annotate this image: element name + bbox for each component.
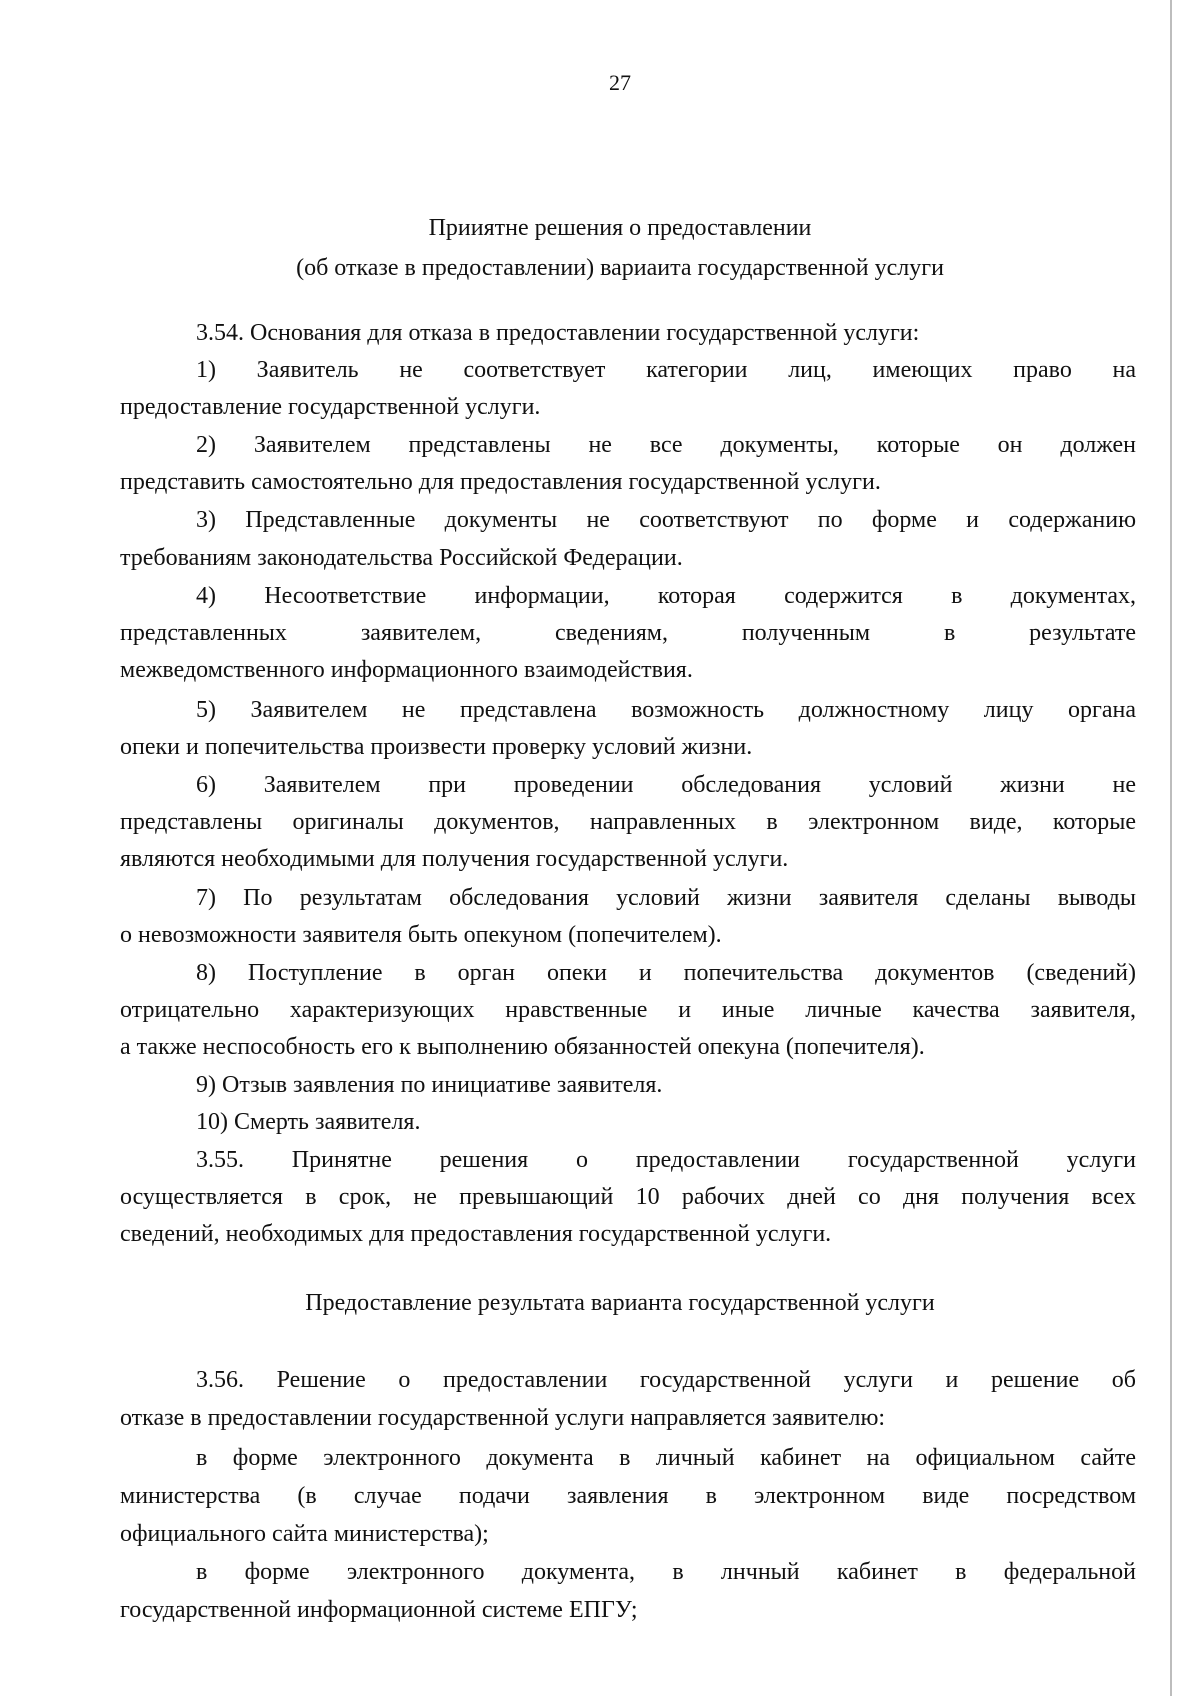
list-item-5-line: 5) Заявителем не представлена возможность должностному лицу органа <box>196 697 1136 723</box>
list-item-4-line: межведомственного информационного взаимодействия. <box>120 657 693 683</box>
list-item-6-line: 6) Заявителем при проведении обследования условий жизни не <box>196 772 1136 798</box>
delivery-option-2-line: в форме электронного документа, в лнчный кабинет в федеральной <box>196 1559 1136 1585</box>
section-title-line-2: (об отказе в предоставлении) вариаита государственной услуги <box>296 255 944 281</box>
list-item-1-line: предоставление государственной услуги. <box>120 394 541 420</box>
delivery-option-1-line: в форме электронного документа в личный кабинет на официальном сайте <box>196 1445 1136 1471</box>
list-item-4-line: 4) Несоответствие информации, которая содержится в документах, <box>196 583 1136 609</box>
list-item-2-line: 2) Заявителем представлены не все документы, которые он должен <box>196 432 1136 458</box>
paragraph-3-55-line: сведений, необходимых для предоставления государственной услуги. <box>120 1221 832 1247</box>
list-item-10-line: 10) Смерть заявителя. <box>196 1109 421 1135</box>
section-title-line-1: Прииятне решения о предоставлении <box>428 215 812 241</box>
list-item-9-line: 9) Отзыв заявления по инициативе заявителя. <box>196 1072 663 1098</box>
paragraph-3-55-line: 3.55. Принятне решения о предоставлении государственной услуги <box>196 1147 1136 1173</box>
list-item-6-line: являются необходимыми для получения государственной услуги. <box>120 846 789 872</box>
delivery-option-2-line: государственной информационной системе ЕПГУ; <box>120 1597 638 1623</box>
list-item-1-line: 1) Заявитель не соответствует категории лиц, имеющих право на <box>196 357 1136 383</box>
list-item-8-line: отрицательно характеризующих нравственные и иные личные качества заявителя, <box>120 997 1136 1023</box>
list-item-7-line: о невозможности заявителя быть опекуном (попечителем). <box>120 922 722 948</box>
list-item-5-line: опеки и попечительства произвести проверку условий жизни. <box>120 734 753 760</box>
list-item-3-line: 3) Представленные документы не соответствуют по форме и содержанию <box>196 507 1136 533</box>
section-title-results: Предоставление результата варианта государственной услуги <box>305 1290 935 1316</box>
list-item-8-line: 8) Поступление в орган опеки и попечительства документов (сведений) <box>196 960 1136 986</box>
paragraph-3-56-line: 3.56. Решение о предоставлении государственной услуги и решение об <box>196 1367 1136 1393</box>
list-item-7-line: 7) По результатам обследования условий жизни заявителя сделаны выводы <box>196 885 1136 911</box>
list-item-8-line: а также неспособность его к выполнению обязанностей опекуна (попечителя). <box>120 1034 925 1060</box>
list-item-4-line: представленных заявителем, сведениям, полученным в результате <box>120 620 1136 646</box>
list-item-2-line: представить самостоятельно для предоставления государственной услуги. <box>120 469 881 495</box>
page-number: 27 <box>609 70 631 95</box>
list-item-6-line: представлены оригиналы документов, направленных в электронном виде, которые <box>120 809 1136 835</box>
paragraph-3-54-line: 3.54. Основания для отказа в предоставлении государственной услуги: <box>196 320 920 346</box>
list-item-3-line: требованиям законодательства Российской Федерации. <box>120 545 683 571</box>
delivery-option-1-line: министерства (в случае подачи заявления в электронном виде посредством <box>120 1483 1136 1509</box>
delivery-option-1-line: официального сайта министерства); <box>120 1521 489 1547</box>
paragraph-3-55-line: осуществляется в срок, не превышающий 10 рабочих дней со дня получения всех <box>120 1184 1136 1210</box>
paragraph-3-56-line: отказе в предоставлении государственной услуги направляется заявителю: <box>120 1405 886 1431</box>
page-edge <box>1170 0 1172 1696</box>
